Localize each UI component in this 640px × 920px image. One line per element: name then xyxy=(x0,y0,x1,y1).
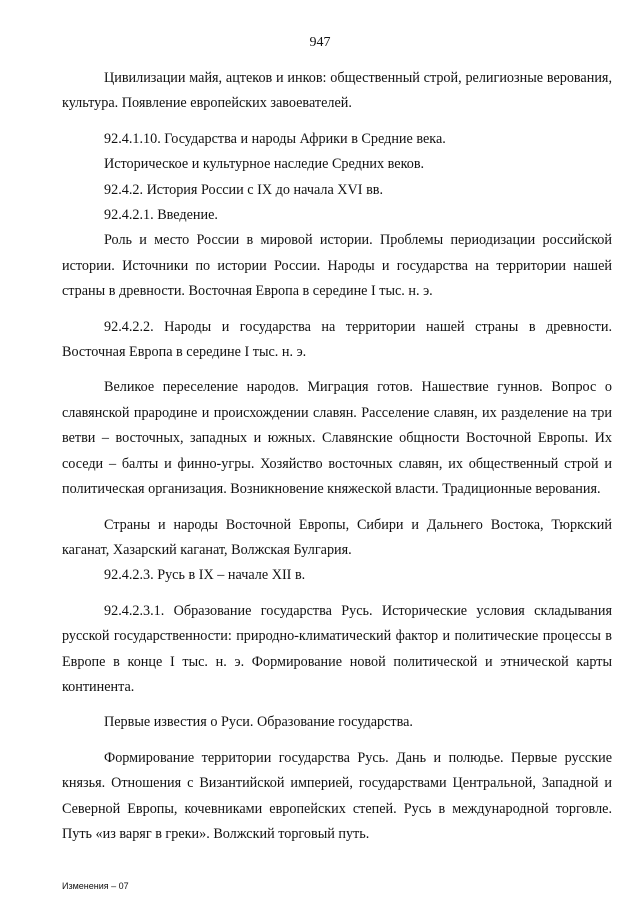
paragraph-heritage: Историческое и культурное наследие Средних веков. xyxy=(104,156,425,173)
section-heading-russia-history: 92.4.2. История России с IX до начала XVI вв. xyxy=(104,181,384,198)
paragraph-state-formation: 92.4.2.3.1. Образование государства Русь. Исторические условия складывания русской государственности: природно-климатический фактор и политические процессы в Европе в конце I тыс. н. э. Формирование новой политической и этнической карты континента. xyxy=(62,602,612,695)
page-number: 947 xyxy=(309,35,331,50)
paragraph-migration: Великое переселение народов. Миграция готов. Нашествие гуннов. Вопрос о славянской прародине и происхождении славян. Расселение славян, их разделение на три ветви – восточных, западных и южных. Славянские общности Восточной Европы. Их соседи – балты и финно-угры. Хозяйство восточных славян, их общественный строй и политическая организация. Возникновение княжеской власти. Традиционные верования. xyxy=(62,379,612,498)
paragraph-first-mentions: Первые известия о Руси. Образование государства. xyxy=(104,714,413,731)
footer-changes-note: Изменения – 07 xyxy=(62,881,129,891)
document-body xyxy=(62,66,612,847)
section-heading-peoples-antiquity: 92.4.2.2. Народы и государства на территории нашей страны в древности. Восточная Европа в середине I тыс. н. э. xyxy=(62,318,612,361)
paragraph-eastern-europe-peoples: Страны и народы Восточной Европы, Сибири и Дальнего Востока, Тюркский каганат, Хазарский каганат, Волжская Булгария. xyxy=(62,516,612,558)
paragraph-role-of-russia: Роль и место России в мировой истории. Проблемы периодизации российской истории. Источники по истории России. Народы и государства на территории нашей страны в древности. Восточная Европа в середине I тыс. н. э. xyxy=(62,232,612,300)
section-heading-rus-ix-xii: 92.4.2.3. Русь в IX – начале XII в. xyxy=(104,567,306,584)
paragraph-territory-formation: Формирование территории государства Русь. Дань и полюдье. Первые русские князья. Отношения с Византийской империей, государствами Центральной, Западной и Северной Европы, кочевниками европейских степей. Русь в международной торговле. Путь «из варяг в греки». Волжский торговый путь. xyxy=(62,749,612,842)
section-heading-africa: 92.4.1.10. Государства и народы Африки в Средние века. xyxy=(104,130,446,147)
paragraph-civilizations: Цивилизации майя, ацтеков и инков: общественный строй, религиозные верования, культура. Появление европейских завоевателей. xyxy=(62,70,612,112)
section-heading-introduction: 92.4.2.1. Введение. xyxy=(104,207,218,224)
